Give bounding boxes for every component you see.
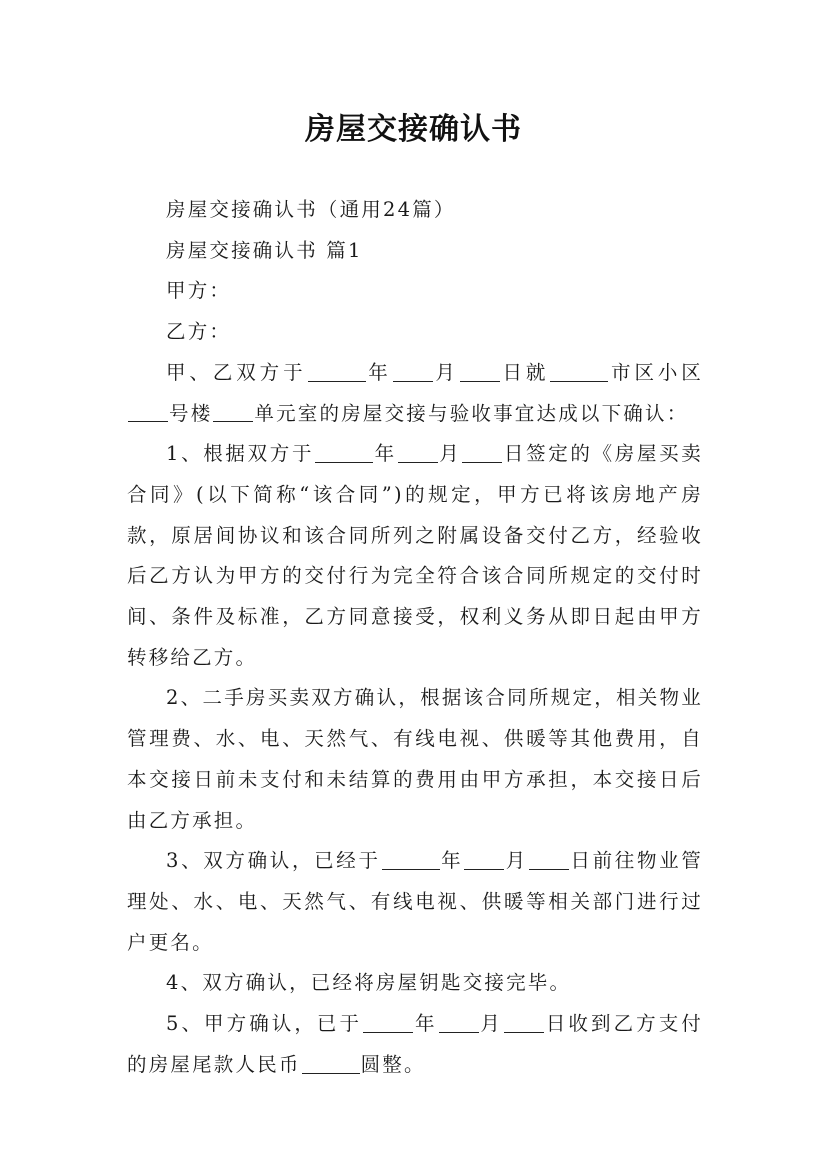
clause-5	[127, 1004, 703, 1085]
fill-blank	[213, 402, 253, 423]
fill-blank	[550, 361, 608, 382]
text-run: 5、甲方确认，已于	[166, 1012, 363, 1036]
fill-blank	[393, 361, 433, 382]
clause-1	[127, 434, 703, 678]
document-title: 房屋交接确认书	[305, 112, 522, 147]
text-run: 甲、乙双方于	[166, 360, 307, 384]
fill-blank	[302, 1053, 360, 1074]
text-run: 日前往物业管理处、水、电、天然气、有线电视、供暖等相关部门进行过户更名。	[127, 849, 704, 954]
text-run: 年	[374, 442, 397, 466]
text-run: 3、双方确认，已经于	[166, 849, 381, 873]
fill-blank	[504, 1012, 544, 1033]
clause-3	[127, 841, 703, 963]
text-run: 日签定的《房屋买卖合同》(以下简称“该合同”)的规定，甲方已将该房地产房款，原居间协议和该合同所列之附属设备交付乙方，经验收后乙方认为甲方的交付行为完全符合该合同所规定的交付时间、条件及标准，乙方同意接受，权利义务从即日起由甲方转移给乙方。	[127, 442, 703, 669]
fill-blank	[439, 1012, 479, 1033]
text-run: 号楼	[169, 401, 213, 425]
fill-blank	[464, 850, 504, 871]
fill-blank	[382, 850, 440, 871]
text-run: 年	[366, 360, 392, 384]
fill-blank	[529, 850, 569, 871]
fill-blank	[398, 443, 438, 464]
fill-blank	[315, 443, 373, 464]
text-run: 圆整。	[360, 1052, 426, 1076]
text-run: 月	[479, 1012, 503, 1036]
party-a-line: 甲方：	[166, 279, 232, 303]
subtitle: 房屋交接确认书（通用24篇）	[166, 198, 456, 221]
clause-4: 4、双方确认，已经将房屋钥匙交接完毕。	[166, 971, 572, 995]
fill-blank	[363, 1012, 413, 1033]
party-b-line: 乙方：	[166, 320, 232, 344]
fill-blank	[460, 361, 500, 382]
text-run: 单元室的房屋交接与验收事宜达成以下确认：	[254, 401, 689, 425]
fill-blank	[308, 361, 366, 382]
text-run: 日就	[500, 360, 550, 384]
text-run: 年	[440, 849, 464, 873]
text-run: 日收到乙方支付的房屋尾款人民币	[127, 1012, 703, 1076]
text-run: 月	[433, 360, 459, 384]
fill-blank	[128, 402, 168, 423]
text-run: 月	[505, 849, 528, 873]
section-heading: 房屋交接确认书 篇1	[166, 238, 363, 262]
text-run: 年	[414, 1012, 438, 1036]
fill-blank	[462, 443, 502, 464]
text-run: 1、根据双方于	[166, 442, 315, 466]
text-run: 月	[438, 442, 462, 466]
intro-paragraph	[127, 353, 703, 434]
text-run: 市区小区	[609, 360, 704, 384]
document-body	[127, 190, 703, 1085]
clause-2: 2、二手房买卖双方确认，根据该合同所规定，相关物业管理费、水、电、天然气、有线电视、供暖等其他费用，自本交接日前未支付和未结算的费用由甲方承担，本交接日后由乙方承担。	[127, 686, 703, 832]
